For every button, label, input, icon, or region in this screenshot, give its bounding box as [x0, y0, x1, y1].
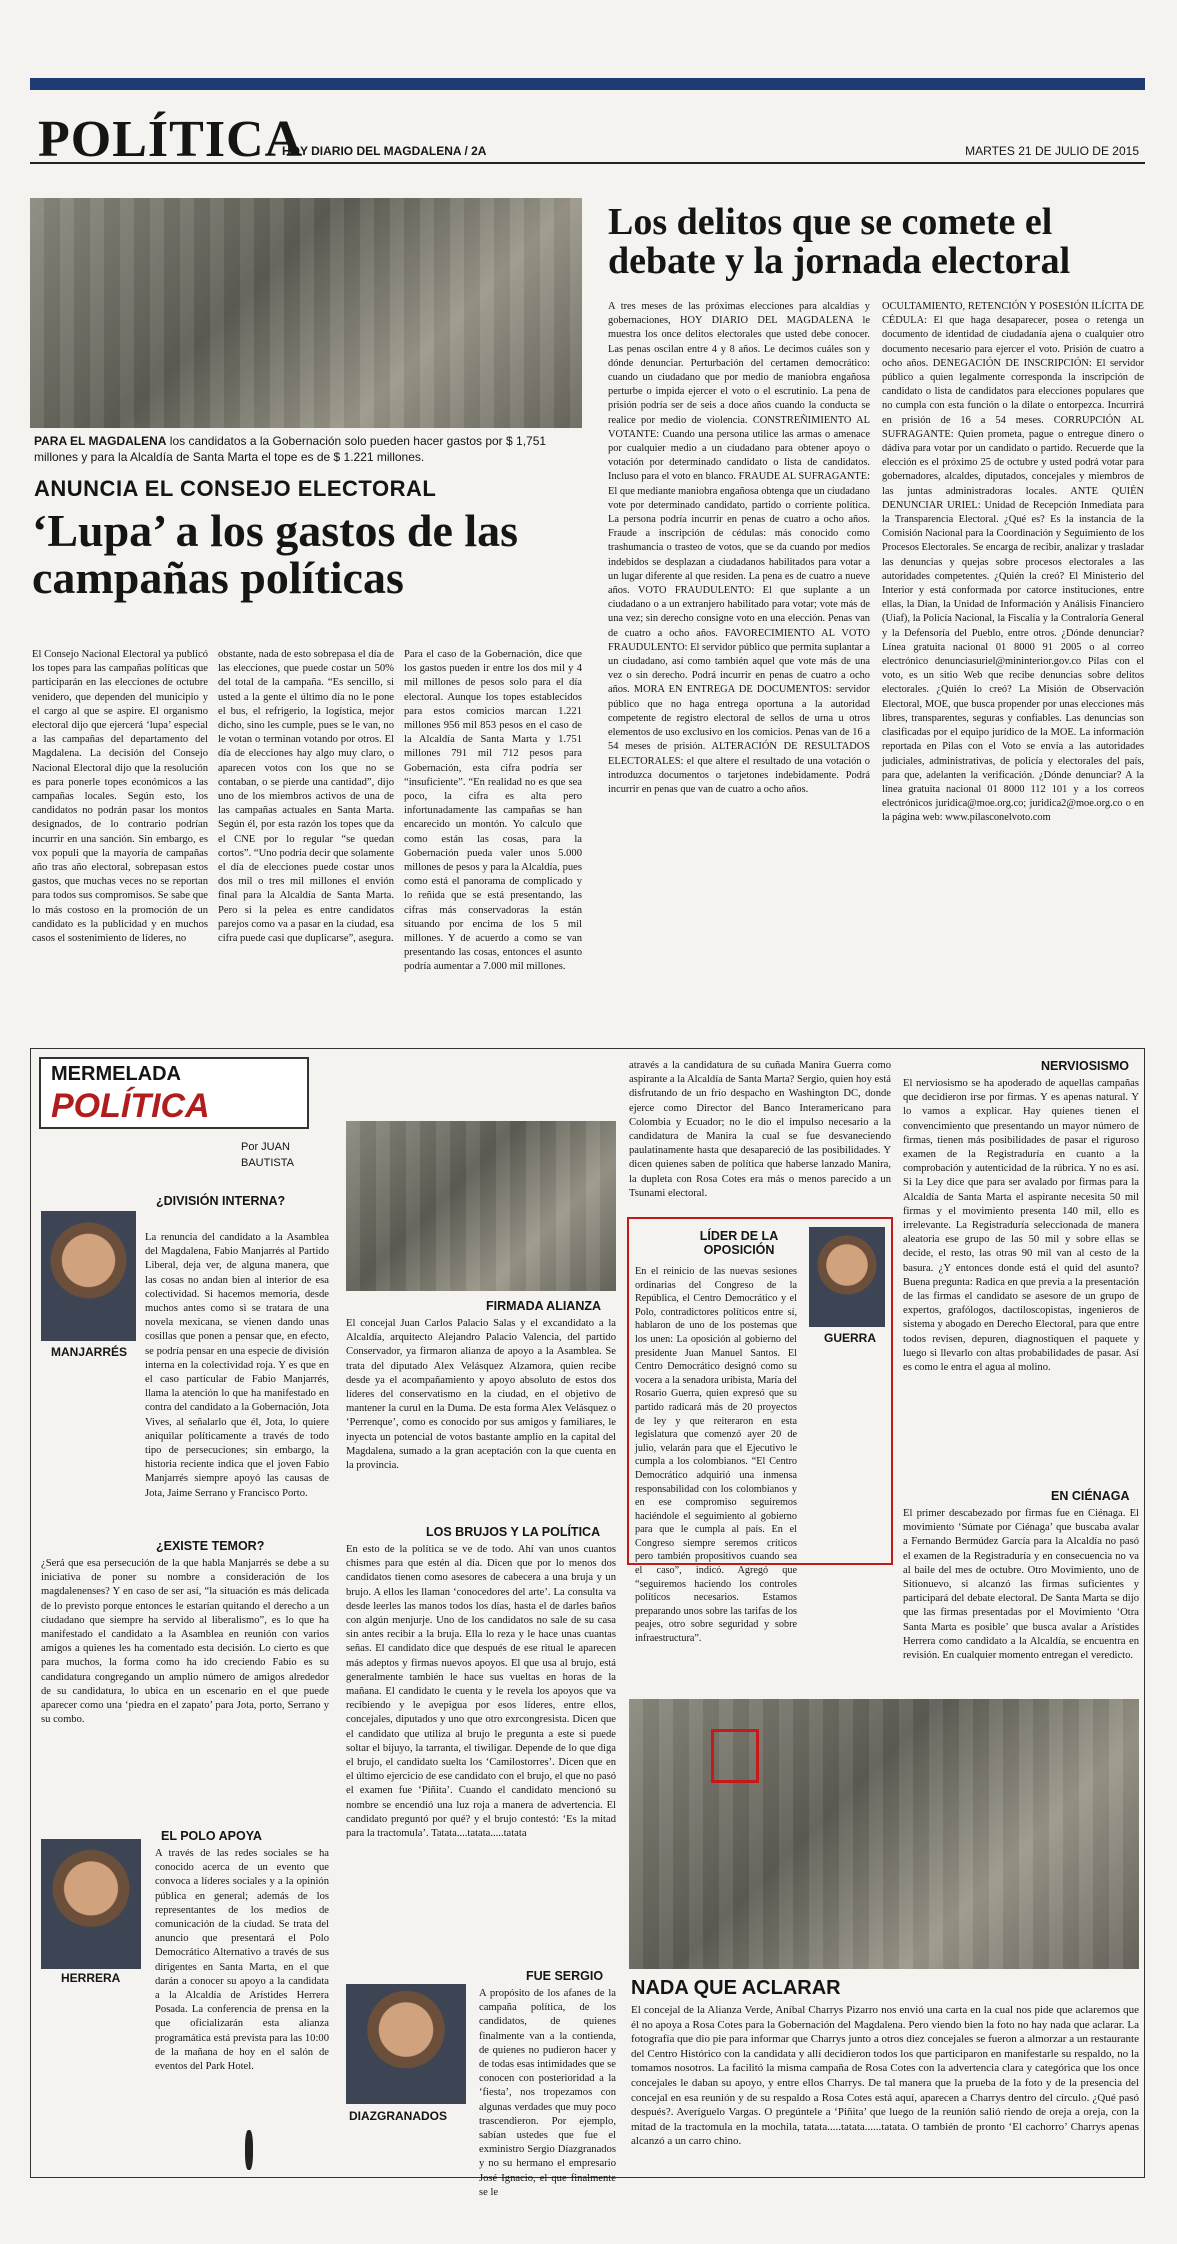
sergio-continued-text: através a la candidatura de su cuñada Manira Guerra como aspirante a la Alcaldía de Santa Marta? Sergio, quien hoy está disfrutando de un frío despacho en Washington DC, donde ejerce como Director del Banco Interamericano para Colombia y Ecuador; no le dio el impulso necesario a la candidatura de Manira la cual se fue desvaneciendo paulatinamente hasta que desapareció de las posibilidades. Y dicen quienes saben de política que haberse lanzado Manira, la dupleta con Rosa Cotes era más o menos parecido a un Tsunami electoral.: [629, 1060, 891, 1199]
caption-lead: PARA EL MAGDALENA: [34, 434, 167, 448]
herrera-caption: HERRERA: [61, 1971, 121, 1985]
existe-temor-head: ¿EXISTE TEMOR?: [156, 1539, 265, 1553]
nada-que-aclarar-head: NADA QUE ACLARAR: [631, 1977, 841, 1999]
logo-bottom-text: POLÍTICA: [51, 1087, 210, 1125]
fue-sergio-head: FUE SERGIO: [526, 1969, 604, 1983]
story-col-1: El Consejo Nacional Electoral ya publicó los topes para las campañas políticas que participarán en las elecciones de octubre venidero, que dependen del municipio y el cargo al que se aspire. El organismo electoral dijo que ejercerá ‘lupa’ especial a las campañas del departamento del Magdalena. La decisión del Consejo Nacional Electoral dijo que la resolución es para ponerle topes económicos a las campañas locales. Según esto, los candidatos no podrán pasar los montos designados, de lo contrario podrían incurrir en una sanción. Sin embargo, es vox populi que la mayoría de campañas año tras año electoral, sobrepasan estos gastos, que muchas veces no se reportan para todos sus compromisos. Se sabe que lo más costoso en la promoción de un candidato es la publicidad y en muchos casos el sostenimiento de líderes, no: [32, 649, 208, 945]
firmada-alianza-text: El concejal Juan Carlos Palacio Salas y el excandidato a la Alcaldía, arquitecto Alejandro Palacio Valencia, del partido Conservador, ya firmaron alianza de apoyo a la Asamblea. Se trata del diputado Alex Velásquez Alzamora, quien recibe desde ya el acompañamiento y apoyo absoluto de estos dos líderes del conservatismo en la ciudad, en el objetivo de mantener la curul en la Duma. De esta forma Alex Velásquez o ‘Perrenque’, como es conocido por sus amigos y familiares, le inyecta un potencial de votos bastante amplio en la capital del Magdalena, sumado a la gran aceptación con la que cuenta en la provincia.: [346, 1318, 616, 1472]
section-title: POLÍTICA: [38, 111, 304, 168]
concejales-group-photo: [629, 1699, 1139, 1969]
guerra-caption: GUERRA: [824, 1331, 877, 1345]
herrera-photo: [41, 1839, 141, 1969]
nada-que-aclarar-text: El concejal de la Alianza Verde, Aníbal Charrys Pizarro nos envió una carta en la cual nos pide que aclaremos que él no apoya a Rosa Cotes para la Gobernación del Magdalena. Pero viendo bien la foto no hay nada que aclarar. La fotografía que dio pie para informar que Charrys junto a otros diez concejales se fueron a almorzar a un restaurante del Centro Histórico con la candidata y allí decidieron todos los que participaron en manifestarle su respaldo, no la tomamos nosotros. La facilitó la misma campaña de Rosa Cotes con la advertencia clara y categórica que los once concejales le daban su apoyo, y entre ellos Charrys. De tal manera que la prueba de la foto y de la presencia del concejal en esa reunión y de su respaldo a Rosa Cotes está aquí, aparecen a Charrys dentro del círculo. ¿Qué pasó después?. Averíguelo Vargas. O pregúntele a ‘Piñita’ que luego de la reunión salió riendo de oreja a oreja, con la mitad de la tractomula en la mochila, tatata.....tatata......tatata. O también de pronto ‘El cachorro’ Charrys apenas alcanzó a un carro chino.: [631, 2004, 1139, 2148]
fue-sergio-text: A propósito de los afanes de la campaña política, de los candidatos, de quienes finalmente van a la contienda, de quienes no pudieron hacer y de todas esas intimidades que se conocen con posterioridad a la ‘fiesta’, nos tropezamos con algunas verdades que muy poco trascendieron. Por ejemplo, sabían ustedes que fue el exministro Sergio Díazgranados y no su hermano el empresario José Ignacio, el que finalmente se le: [479, 1988, 616, 2198]
polo-apoya-head: EL POLO APOYA: [161, 1829, 262, 1843]
lider-oposicion-head: LÍDER DE LA OPOSICIÓN: [699, 1229, 779, 1257]
lider-oposicion-text: En el reinicio de las nuevas sesiones ordinarias del Congreso de la República, el Centro Democrático y el Polo, contradictores políticos entre sí, hablaron de uno de los postemas que los unen: La oposición al gobierno del presidente Juan Manuel Santos. El Centro Democrático designó como su vocera a la senadora uribista, María del Rosario Guerra, quien expresó que su partido radicará más de 20 proyectos de ley y que reiteraron en esta legislatura que comenzó ayer 20 de julio, velarán para que el Ejecutivo le cumpla a los colombianos. “El Centro Democrático adquirió una inmensa responsabilidad con los colombianos y en ese compromiso seguiremos haciéndole el seguimiento al gobierno para que le cumpla al país. En el Congreso siempre seremos críticos pero también propositivos cuando sea el caso”, indicó. Agregó que “seguiremos haciendo los controles políticos necesarios. Estamos preparando unos sobre las tarifas de los peajes, otro sobre seguridad y sobre infraestructura”.: [635, 1266, 797, 1645]
top-color-bar: [30, 78, 1145, 90]
bottom-mark: [245, 2130, 253, 2170]
manjarres-caption: MANJARRÉS: [51, 1345, 128, 1359]
publication-name: HOY DIARIO DEL MAGDALENA / 2A: [282, 144, 487, 158]
existe-temor-text: ¿Será que esa persecución de la que habla Manjarrés se debe a su iniciativa de poner su nombre a consideración de los magdalenenses? Y en caso de ser así, “la situación es más delicada de lo previsto porque entonces le estarían quitando el derecho a un ciudadano que siempre ha servido al liberalismo”, es lo que ha manifestado el candidato a la Asamblea en reunión con varios amigos a quienes les ha comentado esta decisión. Lo cierto es que para muchos, la forma como ha ido creciendo Fabio es su candidatura congregando un amplio número de amigos alrededor de su candidatura, lo ubica en un escenario en el que puede aparecer como una ‘piedra en el zapato’ para Jota, porto, Serrano y su combo.: [41, 1558, 329, 1726]
delitos-headline: Los delitos que se comete el debate y la jornada electoral: [608, 201, 1071, 282]
lider-oposicion-box: [627, 1217, 893, 1645]
en-cienaga-head: EN CIÉNAGA: [1051, 1489, 1130, 1503]
mermelada-box: [30, 1048, 1145, 2198]
en-cienaga-text: El primer descabezado por firmas fue en Ciénaga. El movimiento ‘Súmate por Ciénaga’ que buscaba avalar a Fernando Bermúdez García para la Alcaldía no pasó el examen de la Registraduría y en consecuencia no va al baile del mes de octubre. Otro Movimiento, uno de Sitionuevo, si alcanzó las firmas suficientes y participará del debate electoral. De Santa Marta se dijo que las firmas presentadas por el Movimiento ‘Otra Santa Marta es posible’ que busca avalar a Arístides Herrera como candidato a la Alcaldía, se encuentra en revisión. En cualquier momento entregan el veredicto.: [903, 1508, 1139, 1662]
byline: Por JUAN BAUTISTA: [241, 1141, 294, 1169]
division-interna-text: La renuncia del candidato a la Asamblea del Magdalena, Fabio Manjarrés al Partido Liberal, deja ver, de alguna manera, que las cosas no andan bien al interior de esa colectividad. Si hacemos memoria, desde muchos antes como si se tratara de una novela mexicana, se vienen dando unas cosillas que ponen a pensar que, en efecto, se podría pensar en una especie de división interna en la colectividad roja. Y es que en el caso particular de Fabio Manjarrés, llama la atención lo que ha manifestado en contra del candidato a la Gobernación, Jota Vives, al señalarlo que él, Jota, lo quiere aniquilar políticamente a través de todo tipo de persecuciones; sin embargo, la historia reciente indica que el joven Fabio Manjarrés siempre apoyó las causas de Jota, Jaime Serrano y Francisco Porto.: [145, 1232, 329, 1499]
delitos-left-col: A tres meses de las próximas elecciones para alcaldías y gobernaciones, HOY DIARIO DEL MAGDALENA le muestra los once delitos electorales que usted debe conocer. Las penas oscilan entre 4 y 8 años. Le decimos cuáles son y dónde denunciar. Perturbación del certamen democrático: cuando un ciudadano que por medio de maniobra engañosa perturbe o impida ejercer el voto o el escrutinio. La pena de prisión podría ser de seis a doce años cuando la conducta se realice por medio de violencia. CONSTREÑIMIENTO AL VOTANTE: Cuando una persona utilice las armas o amenace por cualquier medio a un ciudadano para obtener apoyo o votación por determinado candidato o lista de candidatos. Incluso para el voto en blanco. FRAUDE AL SUFRAGANTE: El que mediante maniobra engañosa obtenga que un ciudadano vote por determinado candidato, partido o corriente política. La persona podría incurrir en penas de cuatro a ocho años. Fraude a inscripción de cédulas: más conocido como trashumancia o trasteo de votos, que se da cuando por medios indebidos se desplazan a ciudadanos habilitados para votar a un lugar diferente al que residen. La pena es de cuatro a nueve años. VOTO FRAUDULENTO: El que suplante a un ciudadano o a un extranjero habilitado para votar; vote más de una vez; sin derecho consigne voto en una elección. Penas van de cuatro a ocho años. FAVORECIMIENTO AL VOTO FRAUDULENTO: El servidor público que permita suplantar a un ciudadano, así como también aquel que vote más de una vez o sin derecho. Podrá incurrir en penas de cuatro a ocho años. MORA EN ENTREGA DE DOCUMENTOS: servidor público que no haga entrega oportuna a la autoridad competente de registro electoral de sellos de urna u otros elementos de uso exclusivo en los comicios. Penas van de 16 a 54 meses de prisión. ALTERACIÓN DE RESULTADOS ELECTORALES: el que altere el resultado de una votación o introduzca documentos o tarjetones indebidamente. Podrá incurrir en penas que van de cuatro a ocho años.: [608, 301, 870, 795]
story-col-2: obstante, nada de esto sobrepasa el día de las elecciones, que puede costar un 50% del total de la campaña. “Es sencillo, si usted a la gente el último día no le pone el bus, el refrigerio, la logística, mejor dicho, sino les cumple, pues se le van, no le votan o terminan votando por otros. El día de elecciones hay algo muy claro, o aparecen votos con los que no se contaban, o se pierde una cantidad”, dijo uno de los miembros activos de una de las campañas actuales en Santa Marta. Según él, por esta razón los topes que da el CNE por lo regular “se quedan cortos”. “Uno podría decir que solamente el día de elecciones puede costar unos dos mil o tres mil millones el envión final para la Alcaldía de Santa Marta. Pero si la pelea es entre candidatos parejos como va a pasar en la ciudad, esa cifra puede casi que duplicarse”, asegura.: [218, 649, 394, 945]
story-col-3: Para el caso de la Gobernación, dice que los gastos pueden ir entre los dos mil y 4 mil millones de pesos solo para el día electoral. Aunque los topes establecidos para estos comicios marcan 1.221 millones 956 mil 853 pesos en el caso de la Alcaldía de Santa Marta y 1.751 millones 791 mil 712 pesos para Gobernación, esta cifra podría ser “insuficiente”. “En realidad no es que sea poco, la cifra es alta pero infortunadamente las campañas se han encarecido un montón. Yo calculo que como están las cosas, para la Gobernación pueda valer unos 5.000 millones de pesos y para la Alcaldía, pues como está el panorama de complicado y lo reñida que se está presentando, las cifras más conservadoras la están situando por encima de los 5 mil millones. Y de acuerdo a como se van presentando las cosas, entonces el asunto podría aumentar a 7.000 mil millones.: [404, 649, 582, 973]
masthead: [30, 111, 1145, 168]
brujos-head: LOS BRUJOS Y LA POLÍTICA: [426, 1525, 601, 1539]
diazgranados-caption: DIAZGRANADOS: [349, 2109, 447, 2123]
issue-date: MARTES 21 DE JULIO DE 2015: [965, 144, 1139, 158]
polo-apoya-text: A través de las redes sociales se ha conocido acerca de un evento que convoca a líderes sociales y a la opinión pública en general; además de los representantes de los medios de comunicación de la ciudad. Se trata del anuncio que presentará el Polo Democrático Alternativo a través de sus dirigentes en Santa Marta, en el que darán a conocer su apoyo a la candidata a la Alcaldía de Arístides Herrera Posada. La conferencia de prensa en la que oficializarán esta alianza programática está prevista para las 10:00 de la mañana de hoy en el salón de eventos del Park Hotel.: [155, 1848, 329, 2073]
brujos-text: En esto de la política se ve de todo. Ahí van unos cuantos chismes para que estén al día. Dicen que por lo menos dos candidatos tienen como asesores de cabecera a una bruja y un brujo. A ellos les llaman ‘conocedores del arte’. La consulta va desde leerles las manos todos los días, hasta el de darles baños con algún menjurje. Uno de los candidatos no sale de su casa sin antes recibir a la bruja. Ella lo reza y le hace unas cuantas señas. El candidato dice que después de ese ritual le aparecen más adeptos y firmas nuevos apoyos. El que usa al brujo, está generalmente también le hace sus vueltas en horas de la mañana. El candidato le cuenta y le revela los apoyos que va recibiendo y le avepigua por esos líderes, entre ellos, concejales, diputados y uno que otro exrcongresista. Dicen que el candidato que utiliza al brujo le pregunta a este si puede soltar el bijuyo, la tarranta, el tiwiligar. Depende de lo que diga el brujo, el candidato suelta los ‘Camilostorres’. Dicen que en el último ejercicio de ese candidato con el brujo, el que no pasó el examen fue ‘Piñita’. Cuando el candidato mencionó su nombre se encendió una luz roja a manera de advertencia. El candidato preguntó por qué? y el brujo contestó: ‘Es la mitad para la tractomula’. Tatata....tatata.....tatata: [346, 1544, 616, 1840]
nerviosismo-head: NERVIOSISMO: [1041, 1059, 1129, 1073]
story-headline: ‘Lupa’ a los gastos de las campañas políticas: [32, 505, 519, 603]
firmada-alianza-head: FIRMADA ALIANZA: [486, 1299, 602, 1313]
caption-text: los candidatos a la Gobernación solo pueden hacer gastos por $ 1,751 millones y para la Alcaldía de Santa Marta el tope es de $ 1.221 millones.: [34, 434, 547, 464]
crowd-photo: [30, 198, 582, 428]
highlight-circle: [711, 1729, 759, 1783]
diazgranados-photo: [346, 1984, 466, 2104]
logo-top-text: MERMELADA: [51, 1063, 181, 1085]
photo-caption: [34, 433, 582, 465]
delitos-right-col: OCULTAMIENTO, RETENCIÓN Y POSESIÓN ILÍCITA DE CÉDULA: El que haga desaparecer, posea o retenga un documento de identidad de ciudadanía ajena o cualquier otro documento necesario para ejercer el voto. Prisión de cuatro a ocho años. DENEGACIÓN DE INSCRIPCIÓN: El servidor público a quien legalmente corresponda la inscripción de candidato o lista de candidatos para elecciones populares que no cumpla con esta función o la dilate o entorpezca. Incurrirá en prisión de 16 a 54 meses. CORRUPCIÓN AL SUFRAGANTE: Quien prometa, pague o entregue dinero o dádiva para votar por un candidato o partido. Recuerde que la elección es el próximo 25 de octubre y usted podrá votar para gobernadores, alcaldes, diputados, concejales y miembros de las juntas administradoras locales. ANTE QUIÉN DENUNCIAR URIEL: Unidad de Recepción Inmediata para la Transparencia Electoral. ¿Qué es? Es la instancia de la Comisión Nacional para la Coordinación y Seguimiento de los Procesos Electorales. Se encarga de recibir, analizar y trasladar las denuncias y quejas sobre procesos electorales a las autoridades competentes. ¿Quién la creó? El Ministerio del Interior y está conformada por catorce instituciones, entre ellas, la Dian, la Unidad de Información y Análisis Financiero (Uiaf), la Policía Nacional, la Fiscalía y la Contraloría General y la Defensoría del Pueblo, entre otros. ¿Dónde denunciar? Línea gratuita nacional 01 8000 91 2005 o al correo electrónico denunciasuriel@mininterior.gov.co Pilas con el voto, es un sitio Web que recibe denuncias sobre delitos electorales. ¿Quién lo creó? La Misión de Observación Electoral, MOE, que busca propender por unas elecciones más libres, transparentes, seguras y confiables. Las denuncias son clasificadas por el equipo jurídico de la MOE. La información reportada en Pilas con el Voto se envía a las autoridades judiciales, administrativas, de policía y electorales del país, para que, adelanten la verificación. ¿Dónde denunciar? A la línea gratuita nacional 01 8000 112 101 y a los correos electrónicos juridica@moe.org.co; juridica2@moe.org.co o en la página web: www.pilasconelvoto.com: [882, 301, 1144, 824]
newspaper-page: [30, 78, 1145, 2228]
alianza-photo: [346, 1121, 616, 1291]
division-interna-head: ¿DIVISIÓN INTERNA?: [156, 1194, 286, 1208]
nerviosismo-text: El nerviosismo se ha apoderado de aquellas campañas que decidieron irse por firmas. Y es apenas natural. Y lo vamos a explicar. Hay quienes tienen el convencimiento que presentando un mayor número de firmas, tienen más posibilidades de pasar el riguroso examen de la Registraduría en cuanto a la comprobación y autenticidad de la rúbrica. Y no es así. Si la Ley dice que para ser avalado por firmas para la Alcaldía de Santa Marta el aspirante necesita 50 mil firmas y el movimiento presenta 140 mil, ello es irrelevante. La Registraduría seleccionada de manera aleatoria ese grupo de las 50 mil y sobre ellas se decide, el resto, las otras 90 mil van al cesto de la basura. ¿Y entonces donde está el quid del asunto? Buena pregunta: Radica en que previa a la presentación de las firmas el candidato se asesore de un grupo de expertos, grafólogos, dactiloscopistas, ingenieros de sistema y abogado en Derecho Electoral, para que entre todos revisen, depuren, diagnostiquen el paquete y luego si llevarlo con altas probabilidades de pasar. Así es como le entra el agua al molino.: [903, 1078, 1139, 1374]
mermelada-logo: [39, 1057, 309, 1129]
story-kicker: ANUNCIA EL CONSEJO ELECTORAL: [34, 476, 437, 501]
